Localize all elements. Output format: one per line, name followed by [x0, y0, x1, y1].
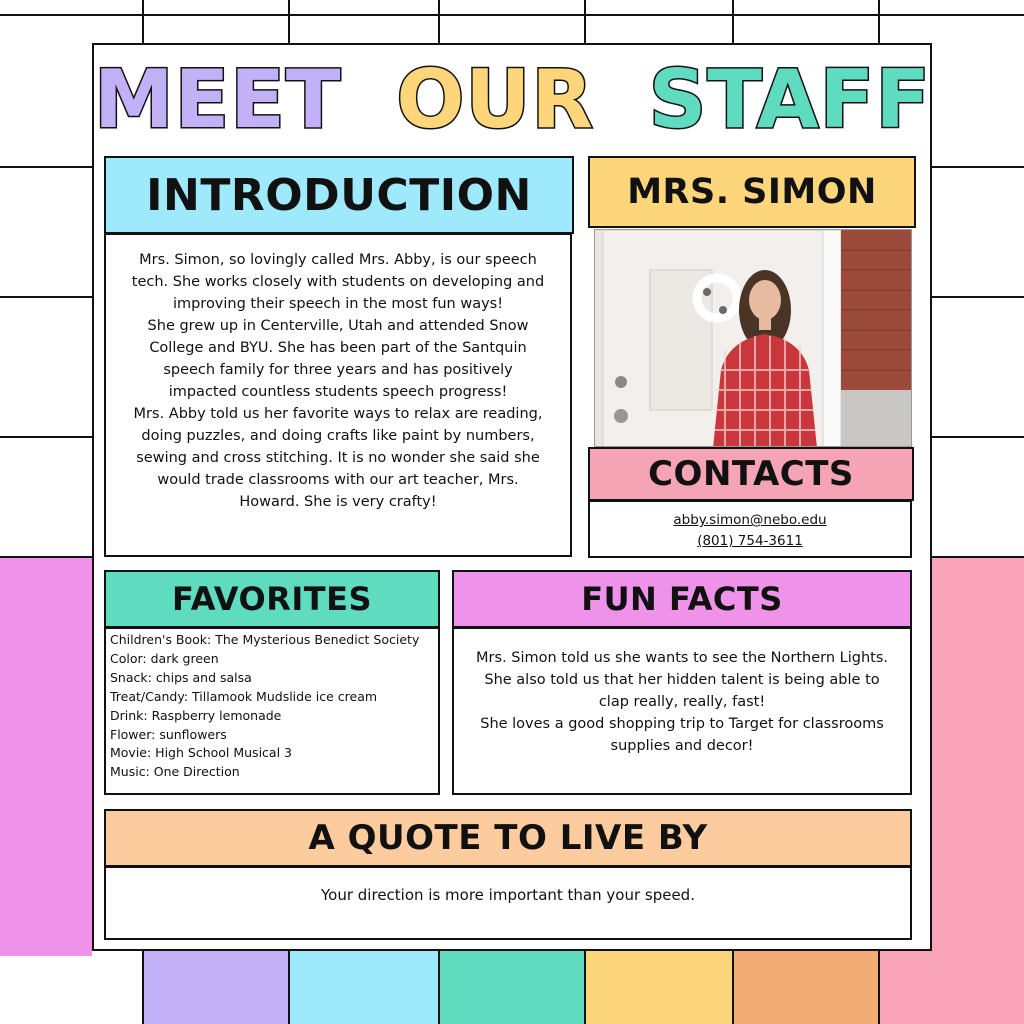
swatch-orange: [732, 950, 878, 1024]
staff-name-heading: MRS. SIMON: [588, 156, 916, 228]
grid-line: [584, 0, 586, 44]
intro-line: improving their speech in the most fun ways!: [172, 296, 504, 312]
intro-line: sewing and cross stitching. It is no wonder she said she: [136, 450, 540, 466]
favorite-item: Movie: High School Musical 3: [110, 745, 292, 761]
grid-line: [0, 14, 1024, 16]
page-title: [94, 55, 930, 145]
favorites-box: [104, 627, 440, 795]
swatch-blue: [288, 950, 438, 1024]
grid-line: [288, 0, 290, 44]
introduction-heading: INTRODUCTION: [104, 156, 574, 234]
fun-fact-line: Mrs. Simon told us she wants to see the Northern Lights.: [476, 650, 888, 666]
fun-fact-line: She also told us that her hidden talent is being able to: [484, 672, 880, 688]
swatch-teal: [438, 950, 584, 1024]
introduction-text: [110, 249, 566, 513]
fun-facts-box: [452, 627, 912, 795]
grid-line: [142, 0, 144, 44]
band-left-pink: [0, 556, 92, 956]
introduction-box: [104, 233, 572, 557]
staff-card: [92, 43, 932, 951]
title-word-meet: MEET: [94, 53, 342, 146]
favorites-heading: FAVORITES: [104, 570, 440, 628]
swatch-pink: [878, 950, 1024, 1024]
intro-line: impacted countless students speech progress!: [168, 384, 508, 400]
intro-line: tech. She works closely with students on developing and: [131, 274, 545, 290]
intro-line: Mrs. Abby told us her favorite ways to relax are reading,: [133, 406, 543, 422]
favorite-item: Drink: Raspberry lemonade: [110, 707, 282, 723]
favorite-item: Music: One Direction: [110, 764, 240, 780]
contacts-box: [588, 500, 912, 558]
intro-line: speech family for three years and has positively: [163, 362, 513, 378]
fun-fact-line: clap really, really, fast!: [598, 694, 766, 710]
grid-line: [732, 0, 734, 44]
swatch-yellow: [584, 950, 732, 1024]
quote-text: Your direction is more important than your speed.: [321, 886, 695, 904]
grid-line: [438, 0, 440, 44]
intro-line: Howard. She is very crafty!: [239, 494, 437, 510]
title-word-our: OUR: [396, 53, 594, 146]
staff-photo-illustration: [595, 230, 912, 447]
phone-link[interactable]: (801) 754-3611: [697, 533, 803, 549]
title-word-staff: STAFF: [648, 53, 931, 146]
intro-line: Mrs. Simon, so lovingly called Mrs. Abby, is our speech: [139, 252, 537, 268]
favorite-item: Children's Book: The Mysterious Benedict Society: [110, 632, 420, 647]
intro-line: College and BYU. She has been part of the Santquin: [149, 340, 527, 356]
fun-facts-text: [458, 647, 906, 757]
fun-facts-heading: FUN FACTS: [452, 570, 912, 628]
favorite-item: Flower: sunflowers: [110, 726, 227, 742]
grid-line: [878, 0, 880, 44]
quote-box: [104, 866, 912, 940]
intro-line: She grew up in Centerville, Utah and attended Snow: [147, 318, 529, 334]
intro-line: would trade classrooms with our art teacher, Mrs.: [157, 472, 519, 488]
favorite-item: Color: dark green: [110, 650, 219, 666]
favorites-list: [110, 631, 434, 782]
email-link[interactable]: abby.simon@nebo.edu: [673, 512, 827, 528]
favorite-item: Snack: chips and salsa: [110, 669, 252, 685]
contacts-heading: CONTACTS: [588, 447, 914, 501]
swatch-purple: [142, 950, 288, 1024]
fun-fact-line: supplies and decor!: [610, 738, 754, 754]
quote-heading: A QUOTE TO LIVE BY: [104, 809, 912, 867]
favorite-item: Treat/Candy: Tillamook Mudslide ice cream: [110, 688, 378, 704]
staff-photo: [594, 229, 912, 447]
intro-line: doing puzzles, and doing crafts like paint by numbers,: [141, 428, 535, 444]
band-right-pink: [932, 556, 1024, 956]
fun-fact-line: She loves a good shopping trip to Target for classrooms: [480, 716, 884, 732]
